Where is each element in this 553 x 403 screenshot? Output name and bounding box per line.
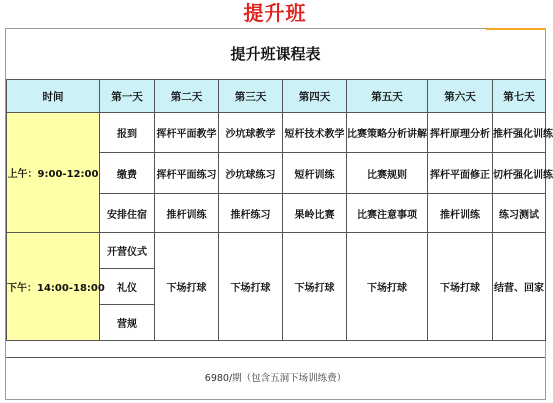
schedule-table	[6, 79, 553, 341]
header-day-7: 第七天	[493, 80, 546, 113]
header-day-2: 第二天	[155, 80, 219, 113]
table-cell: 沙坑球练习	[219, 153, 283, 194]
header-day-4: 第四天	[283, 80, 347, 113]
table-cell: 短杆技术教学	[283, 113, 347, 153]
header-day-6: 第六天	[428, 80, 493, 113]
table-cell: 挥杆平面修正	[428, 153, 493, 194]
table-cell: 比赛注意事项	[347, 194, 428, 233]
table-cell: 开营仪式	[100, 233, 155, 269]
table-cell: 报到	[100, 113, 155, 153]
table-cell: 推杆训练	[155, 194, 219, 233]
table-cell: 推杆训练	[428, 194, 493, 233]
table-cell: 练习测试	[493, 194, 546, 233]
table-row	[7, 233, 546, 269]
table-cell: 沙坑球教学	[219, 113, 283, 153]
table-cell: 缴费	[100, 153, 155, 194]
price-footer: 6980/期（包含五洞下场训练费）	[6, 357, 545, 400]
table-cell: 短杆训练	[283, 153, 347, 194]
table-cell: 下场打球	[219, 233, 283, 341]
table-cell: 挥杆平面教学	[155, 113, 219, 153]
table-cell: 挥杆原理分析	[428, 113, 493, 153]
schedule-frame	[5, 28, 553, 400]
table-row	[7, 113, 546, 153]
table-cell: 安排住宿	[100, 194, 155, 233]
table-cell: 礼仪	[100, 269, 155, 305]
table-cell: 比赛规则	[347, 153, 428, 194]
schedule-title: 提升班课程表	[230, 45, 321, 63]
morning-time-cell: 上午：9:00-12:00	[7, 113, 100, 233]
table-cell: 下场打球	[347, 233, 428, 341]
table-cell: 挥杆平面练习	[155, 153, 219, 194]
header-day-1: 第一天	[100, 80, 155, 113]
table-cell: 下场打球	[428, 233, 493, 341]
header-day-3: 第三天	[219, 80, 283, 113]
table-cell: 比赛策略分析讲解	[347, 113, 428, 153]
afternoon-time-cell: 下午：14:00-18:00	[7, 233, 100, 341]
table-cell: 下场打球	[155, 233, 219, 341]
banner-title: 提升班	[243, 1, 307, 25]
table-cell: 推杆练习	[219, 194, 283, 233]
table-cell: 果岭比赛	[283, 194, 347, 233]
table-cell: 下场打球	[283, 233, 347, 341]
table-cell: 结营、回家	[493, 233, 546, 341]
table-cell: 切杆强化训练	[493, 153, 546, 194]
table-cell: 营规	[100, 305, 155, 341]
table-cell: 推杆强化训练	[493, 113, 546, 153]
header-day-5: 第五天	[347, 80, 428, 113]
header-time: 时间	[7, 80, 100, 113]
header-row	[7, 80, 546, 113]
